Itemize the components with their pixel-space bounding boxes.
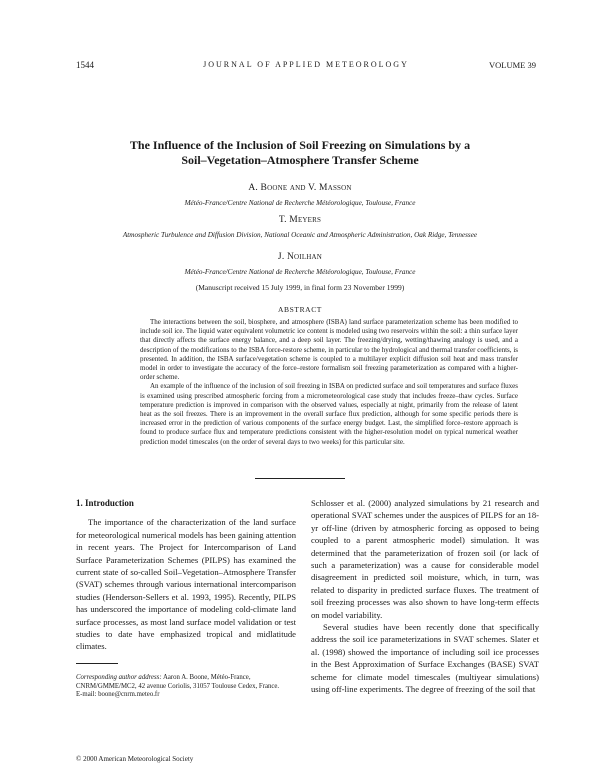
volume-label: VOLUME 39 bbox=[489, 60, 536, 70]
intro-paragraph-right-1: Schlosser et al. (2000) analyzed simulations by 21 research and operational SVAT schemes under the auspices of PILPS for an 18-yr off-line (driven by atmospheric forcing as opposed to being coupled to a parent atmospheric model) simulation. It was determined that the parameterization of frozen soil (or lack of such a parameterization) was a cause for considerable model disagreement in predicted soil moisture, which, in turn, was related to disparity in predicted surface fluxes. The treatment of soil freezing processes was also shown to have long-term effects on model variability. bbox=[311, 498, 539, 620]
footnote-label: Corresponding author address: bbox=[76, 674, 162, 681]
running-head bbox=[76, 60, 536, 74]
paper-title bbox=[100, 138, 500, 168]
author-names-3: J. Noilhan bbox=[277, 252, 323, 262]
manuscript-dates: (Manuscript received 15 July 1999, in final form 23 November 1999) bbox=[195, 283, 405, 292]
abstract-paragraph-2: An example of the influence of the inclusion of soil freezing in ISBA on predicted surface and soil temperatures and surface fluxes is examined using prescribed atmospheric forcing from a micrometeorological case study that includes freeze–thaw cycles. Surface temperature prediction is improved in comparison with the observed values, especially at night, primarily from the release of latent heat as the soil freezes. There is an improvement in the overall surface flux prediction, although for some specific periods there is increased error in the prediction of various components of the surface energy budget. Last, the simplified force–restore approach is found to produce surface flux and temperature predictions consistent with the higher-resolution model on typical numerical weather prediction model timescales (on the order of several days to two weeks) for this particular site. bbox=[140, 382, 518, 446]
abstract-paragraph-1: The interactions between the soil, biosphere, and atmosphere (ISBA) land surface parameterization scheme has been modified to include soil ice. The liquid water equivalent volumetric ice content is modeled using two reservoirs within the soil: a thin surface layer that directly affects the surface energy balance, and a deep soil layer. The freezing/drying, wetting/thawing analogy is used, and a description of the modifications to the ISBA force-restore scheme, in particular to the hydrological and thermal transfer coefficients, is presented. In addition, the ISBA surface/vegetation scheme is coupled to a multilayer explicit diffusion soil heat and mass transfer model in order to investigate the accuracy of the force–restore formalism soil freezing parameterization as compared with a higher-order scheme. bbox=[140, 318, 518, 382]
title-line-2: Soil–Vegetation–Atmosphere Transfer Scheme bbox=[181, 153, 419, 167]
footnote-email: E-mail: boone@cnrm.meteo.fr bbox=[76, 691, 160, 699]
author-affiliation-2: Atmospheric Turbulence and Diffusion Division, National Oceanic and Atmospheric Administration, Oak Ridge, Tennessee bbox=[122, 231, 478, 239]
corresponding-author-footnote bbox=[76, 674, 296, 700]
intro-paragraph-left: The importance of the characterization of the land surface for meteorological numerical models has been gaining attention in recent years. The Project for Intercomparison of Land Surface Parameterization Schemes (PILPS) has examined the current state of so-called Soil–Vegetation–Atmosphere Transfer (SVAT) schemes through various international intercomparison studies (Henderson-Sellers et al. 1993, 1995). Recently, PILPS has underscored the importance of modeling cold-climate land surface processes, as most land surface model validation or test studies to date have emphasized tropical and midlatitude climates. bbox=[76, 517, 296, 652]
copyright-notice: © 2000 American Meteorological Society bbox=[76, 755, 194, 763]
section-heading: 1. Introduction bbox=[76, 498, 134, 508]
author-names-2: T. Meyers bbox=[278, 215, 322, 225]
abstract-body bbox=[140, 318, 518, 447]
title-line-1: The Influence of the Inclusion of Soil Freezing on Simulations by a bbox=[129, 138, 471, 152]
author-affiliation-3: Météo-France/Centre National de Recherche Météorologique, Toulouse, France bbox=[184, 268, 416, 276]
page-number: 1544 bbox=[76, 60, 94, 70]
footnote-address: Aaron A. Boone, Météo-France, CNRM/GMME/MC2, 42 avenue Coriolis, 31057 Toulouse Cedex, France. bbox=[76, 674, 280, 690]
intro-paragraph-right-2: Several studies have been recently done that specifically address the soil ice parameterizations in SVAT schemes. Slater et al. (1998) showed the importance of including soil ice processes in the Best Approximation of Surface Exchanges (BASE) SVAT scheme for climate model timescales (multiyear simulations) using off-line experiments. The degree of freezing of the soil that bbox=[311, 622, 539, 695]
footnote-divider bbox=[76, 663, 118, 664]
author-affiliation-1: Météo-France/Centre National de Recherche Météorologique, Toulouse, France bbox=[184, 199, 416, 207]
left-column bbox=[76, 497, 296, 653]
journal-name: JOURNAL OF APPLIED METEOROLOGY bbox=[203, 60, 409, 69]
abstract-divider bbox=[255, 478, 345, 479]
abstract-heading: ABSTRACT bbox=[278, 305, 322, 314]
author-names-1: A. Boone and V. Masson bbox=[248, 183, 352, 193]
right-column bbox=[311, 497, 539, 696]
